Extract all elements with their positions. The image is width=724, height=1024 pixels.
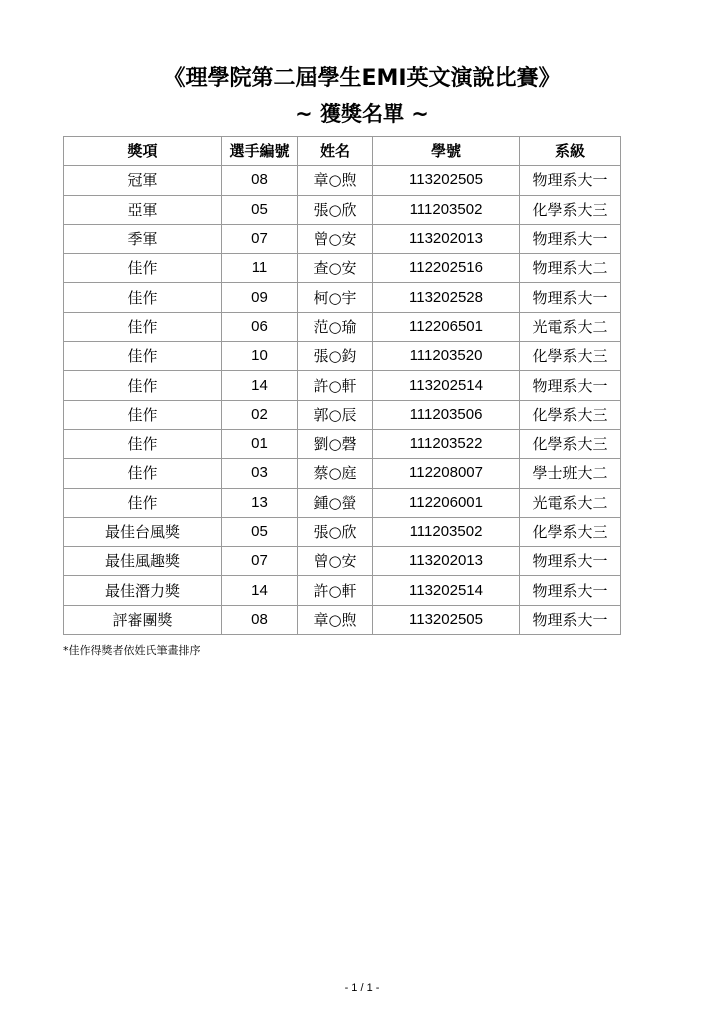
cell-name: 曾○安 [298, 224, 373, 253]
cell-contestant-no: 09 [222, 283, 298, 312]
cell-contestant-no: 08 [222, 166, 298, 195]
cell-department: 化學系大三 [520, 400, 621, 429]
cell-name: 郭○辰 [298, 400, 373, 429]
cell-student-id: 111203520 [373, 342, 520, 371]
cell-student-id: 111203522 [373, 429, 520, 458]
cell-department: 光電系大二 [520, 312, 621, 341]
cell-name: 張○欣 [298, 517, 373, 546]
cell-name: 許○軒 [298, 371, 373, 400]
footnote: *佳作得獎者依姓氏筆畫排序 [63, 644, 201, 657]
header-award: 獎項 [64, 137, 222, 166]
cell-award: 佳作 [64, 312, 222, 341]
cell-contestant-no: 05 [222, 195, 298, 224]
document-subtitle: ~ 獲獎名單 ~ [295, 102, 429, 126]
table-header-row [64, 137, 621, 166]
cell-award: 佳作 [64, 283, 222, 312]
cell-student-id: 113202505 [373, 166, 520, 195]
cell-department: 物理系大一 [520, 371, 621, 400]
cell-award: 佳作 [64, 342, 222, 371]
cell-award: 亞軍 [64, 195, 222, 224]
cell-student-id: 113202514 [373, 576, 520, 605]
cell-department: 化學系大三 [520, 429, 621, 458]
cell-contestant-no: 14 [222, 576, 298, 605]
cell-department: 物理系大一 [520, 166, 621, 195]
cell-award: 佳作 [64, 488, 222, 517]
cell-award: 佳作 [64, 371, 222, 400]
header-department: 系級 [520, 137, 621, 166]
cell-name: 許○軒 [298, 576, 373, 605]
cell-contestant-no: 03 [222, 459, 298, 488]
cell-department: 化學系大三 [520, 517, 621, 546]
cell-student-id: 113202013 [373, 547, 520, 576]
table-row [64, 576, 621, 605]
cell-award: 最佳台風獎 [64, 517, 222, 546]
awards-table [63, 136, 621, 635]
header-name: 姓名 [298, 137, 373, 166]
cell-department: 化學系大三 [520, 195, 621, 224]
cell-department: 物理系大一 [520, 283, 621, 312]
cell-department: 物理系大二 [520, 254, 621, 283]
table-row [64, 459, 621, 488]
table-row [64, 195, 621, 224]
table-row [64, 605, 621, 634]
page-number: - 1 / 1 - [344, 982, 380, 994]
table-row [64, 517, 621, 546]
table-row [64, 224, 621, 253]
cell-department: 學士班大二 [520, 459, 621, 488]
cell-contestant-no: 08 [222, 605, 298, 634]
cell-student-id: 113202013 [373, 224, 520, 253]
table-row [64, 400, 621, 429]
cell-contestant-no: 05 [222, 517, 298, 546]
cell-student-id: 113202528 [373, 283, 520, 312]
cell-award: 季軍 [64, 224, 222, 253]
cell-name: 章○煦 [298, 166, 373, 195]
cell-name: 鍾○螢 [298, 488, 373, 517]
cell-award: 佳作 [64, 429, 222, 458]
cell-contestant-no: 02 [222, 400, 298, 429]
table-row [64, 283, 621, 312]
header-student-id: 學號 [373, 137, 520, 166]
cell-name: 章○煦 [298, 605, 373, 634]
cell-name: 柯○宇 [298, 283, 373, 312]
cell-student-id: 112206001 [373, 488, 520, 517]
cell-contestant-no: 07 [222, 547, 298, 576]
cell-name: 范○瑜 [298, 312, 373, 341]
awards-table-body [64, 166, 621, 635]
cell-award: 最佳潛力獎 [64, 576, 222, 605]
cell-student-id: 111203502 [373, 517, 520, 546]
cell-contestant-no: 11 [222, 254, 298, 283]
cell-name: 張○鈞 [298, 342, 373, 371]
cell-contestant-no: 01 [222, 429, 298, 458]
cell-name: 曾○安 [298, 547, 373, 576]
table-row [64, 342, 621, 371]
cell-name: 劉○磬 [298, 429, 373, 458]
cell-name: 查○安 [298, 254, 373, 283]
cell-student-id: 113202505 [373, 605, 520, 634]
cell-name: 張○欣 [298, 195, 373, 224]
table-row [64, 429, 621, 458]
cell-student-id: 112208007 [373, 459, 520, 488]
cell-contestant-no: 14 [222, 371, 298, 400]
table-row [64, 488, 621, 517]
cell-contestant-no: 07 [222, 224, 298, 253]
cell-award: 最佳風趣獎 [64, 547, 222, 576]
table-row [64, 547, 621, 576]
cell-contestant-no: 10 [222, 342, 298, 371]
cell-department: 物理系大一 [520, 224, 621, 253]
table-row [64, 166, 621, 195]
cell-award: 冠軍 [64, 166, 222, 195]
table-row [64, 254, 621, 283]
table-row [64, 371, 621, 400]
cell-student-id: 112206501 [373, 312, 520, 341]
cell-student-id: 111203506 [373, 400, 520, 429]
header-contestant-no: 選手編號 [222, 137, 298, 166]
cell-student-id: 111203502 [373, 195, 520, 224]
document-title: 《理學院第二屆學生EMI英文演說比賽》 [163, 66, 561, 91]
cell-student-id: 113202514 [373, 371, 520, 400]
cell-contestant-no: 13 [222, 488, 298, 517]
table-row [64, 312, 621, 341]
cell-department: 物理系大一 [520, 547, 621, 576]
cell-department: 化學系大三 [520, 342, 621, 371]
cell-award: 評審團獎 [64, 605, 222, 634]
cell-name: 蔡○庭 [298, 459, 373, 488]
cell-contestant-no: 06 [222, 312, 298, 341]
cell-department: 物理系大一 [520, 576, 621, 605]
cell-department: 物理系大一 [520, 605, 621, 634]
cell-award: 佳作 [64, 400, 222, 429]
cell-student-id: 112202516 [373, 254, 520, 283]
cell-department: 光電系大二 [520, 488, 621, 517]
cell-award: 佳作 [64, 254, 222, 283]
cell-award: 佳作 [64, 459, 222, 488]
